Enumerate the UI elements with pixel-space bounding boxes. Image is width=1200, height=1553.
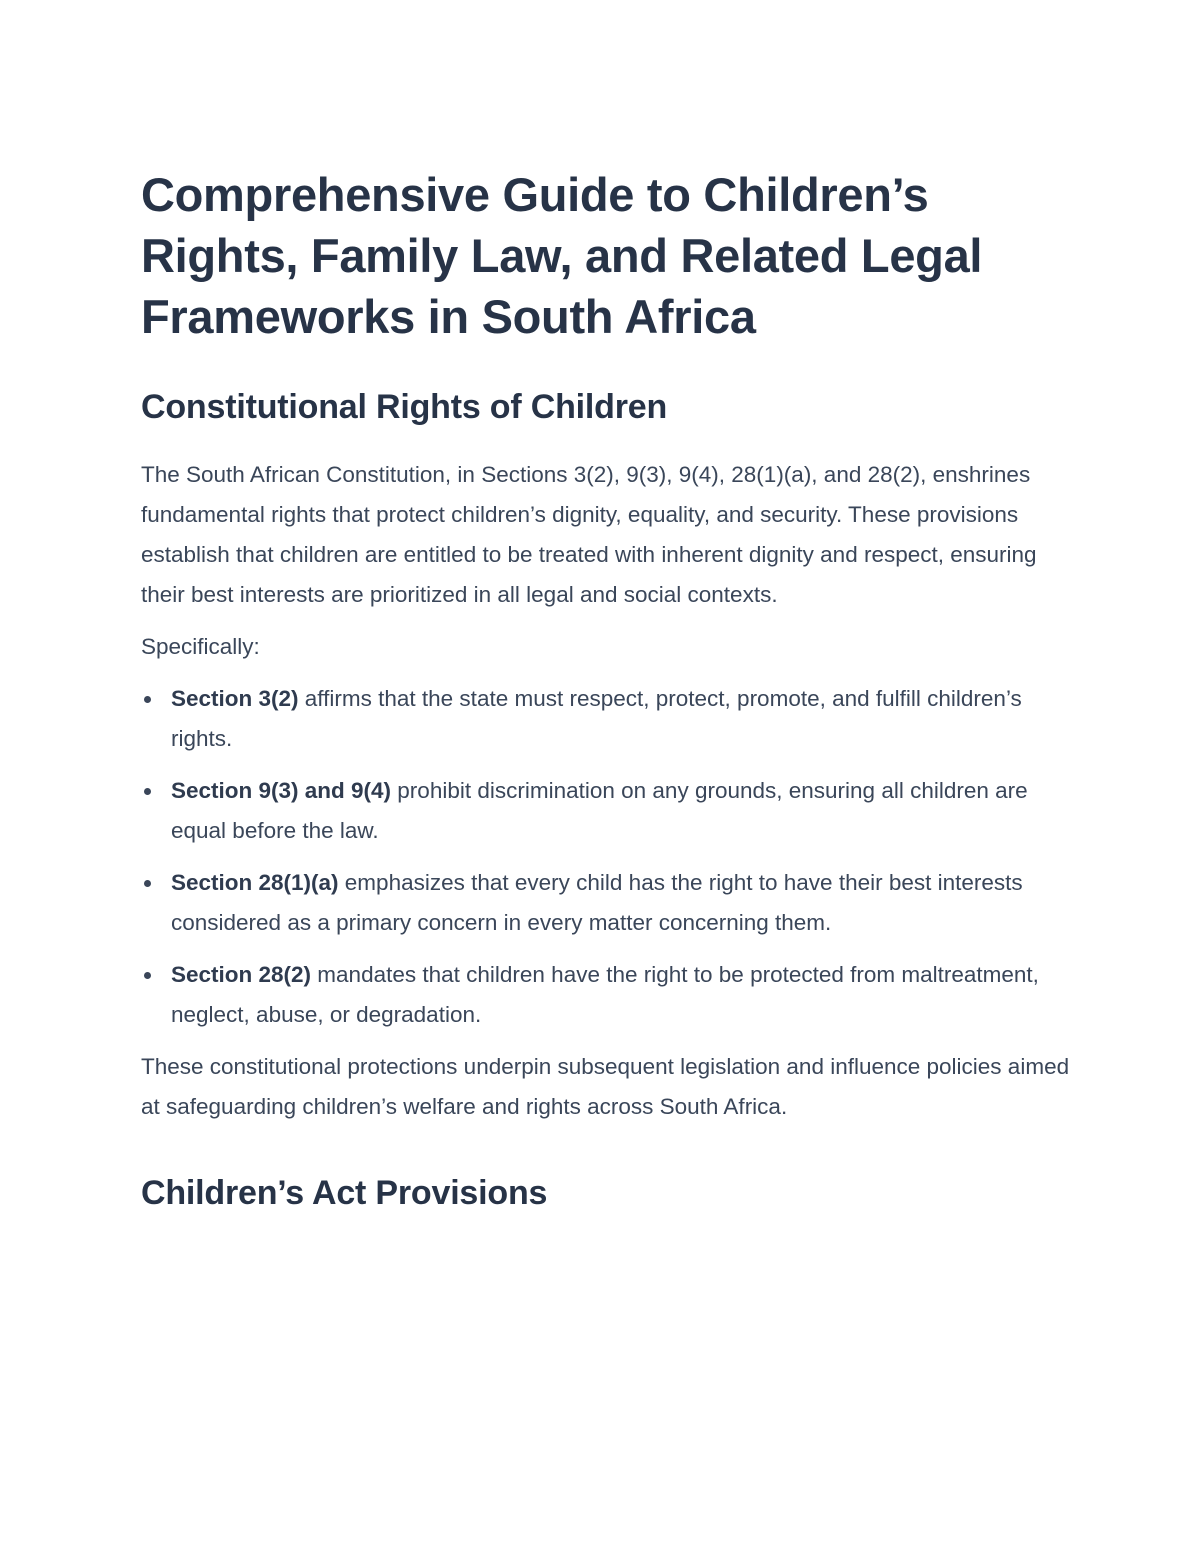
bullet-icon [144, 972, 151, 979]
section-heading-childrens-act: Children’s Act Provisions [141, 1174, 548, 1212]
bullet-item-section-28-1-a [141, 863, 1071, 943]
bullet-item-section-3-2 [141, 679, 1071, 759]
document-title: Comprehensive Guide to Children’s Rights, Family Law, and Related Legal Frameworks in South Africa [141, 168, 983, 343]
bullet-text: mandates that children have the right to be protected from maltreatment, neglect, abuse, or degradation. [171, 962, 1039, 1027]
bullet-bold-term: Section 9(3) and 9(4) [171, 778, 392, 803]
specifically-label: Specifically: [141, 634, 260, 659]
bullet-icon [144, 788, 151, 795]
bullet-bold-term: Section 28(1)(a) [171, 870, 339, 895]
bullet-icon [144, 880, 151, 887]
bullet-text: prohibit discrimination on any grounds, ensuring all children are equal before the law. [171, 778, 1028, 843]
conclusion-paragraph: These constitutional protections underpin subsequent legislation and influence policies aimed at safeguarding children’s welfare and rights across South Africa. [141, 1054, 1070, 1119]
bullet-item-section-9-3-9-4 [141, 771, 1071, 851]
intro-paragraph: The South African Constitution, in Sections 3(2), 9(3), 9(4), 28(1)(a), and 28(2), enshrines fundamental rights that protect children’s dignity, equality, and security. These provisions establish that children are entitled to be treated with inherent dignity and respect, ensuring their best interests are prioritized in all legal and social contexts. [141, 462, 1037, 607]
section-bullet-list [141, 679, 1071, 1035]
bullet-bold-term: Section 28(2) [171, 962, 312, 987]
bullet-text: emphasizes that every child has the right to have their best interests considered as a primary concern in every matter concerning them. [171, 870, 1023, 935]
section-heading-constitutional-rights: Constitutional Rights of Children [141, 388, 668, 426]
bullet-text: affirms that the state must respect, protect, promote, and fulfill children’s rights. [171, 686, 1022, 751]
bullet-item-section-28-2 [141, 955, 1071, 1035]
bullet-bold-term: Section 3(2) [171, 686, 299, 711]
bullet-icon [144, 696, 151, 703]
document-page [141, 164, 1071, 1215]
